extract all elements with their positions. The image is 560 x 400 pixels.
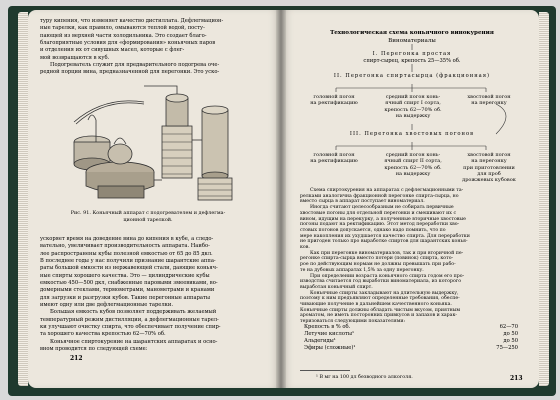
property-value: 75—250 [496, 345, 518, 351]
text-line: не пригоден только про выработке спиртов для шарантских конья- [300, 239, 468, 245]
text-line: Как при перегонке виноматериалов, так и при вторичной пе- [310, 250, 464, 256]
caption-line: Рис. 91. Коньячный аппарат с подогревателем и дефлегма- [70, 210, 226, 216]
text-line: Иногда считают целесообразным не собирать первичные [310, 205, 454, 211]
stage-1 [300, 51, 524, 64]
page-edges-right [539, 12, 549, 386]
text-line: и отделения их от сивушных масел, которые с флег- [40, 47, 185, 54]
property-row [304, 338, 518, 345]
scheme-subtitle: Виноматериалы [388, 37, 436, 44]
text-line: Коньячное спиртокурение на шарантских аппаратах и осно- [50, 338, 218, 345]
caption-line: ционной тарелкой. [123, 216, 173, 223]
property-label: Крепость в % об. [304, 324, 351, 330]
stage-3 [300, 131, 524, 138]
stage-2-right-box [456, 94, 522, 107]
spine-shadow [276, 10, 286, 388]
text-line: Коньячные спирты закладывают на длительную выдержку, [310, 290, 459, 296]
box-line: на выдержку [395, 170, 431, 177]
property-label: Эфиры (сложные)¹ [304, 345, 356, 351]
text-line: В последнее годы у нас получили признание шарантские аппа- [40, 258, 216, 265]
text-line: ароматом, не иметь посторонних привкусов и запахов и харак- [300, 313, 457, 319]
box-line: для проб [477, 170, 501, 177]
scheme-title [296, 30, 528, 45]
box-line: на выдержку [395, 112, 431, 119]
box-line: на ректификацию [310, 158, 358, 165]
text-line: мой возвращаются в куб. [40, 54, 110, 61]
text-line: Коньячные спирты должны обладать чистым вкусом, приятным [300, 307, 461, 313]
text-line: имеют одну или две дефлегмационные тарелки. [40, 302, 173, 309]
text-line: Подогреватель служит для предварительного подогрева оче- [50, 62, 220, 69]
text-line: вином, идущим на перекурку, а полученные вторичные хвостовые [300, 216, 466, 222]
text-line: туру кипения, что изменяет качество дистиллата. Дефлегмацион- [40, 18, 224, 24]
property-row [304, 345, 518, 352]
text-line: чивающие получение в дальнейшем качественного коньяка. [300, 302, 452, 308]
box-line: хвостовой погон [467, 152, 511, 158]
text-line: хвостовые погоны для отдельной перегонки и смешивают их с [300, 210, 457, 216]
stage-3-right-box [456, 152, 522, 183]
box-line: на перегонку [471, 158, 507, 165]
text-line: редной порции вина, предназначенной для перегонки. Это уско- [40, 69, 220, 76]
property-row [304, 324, 518, 331]
box-line: средний погон конь- [385, 152, 441, 158]
left-body-paragraph [40, 236, 256, 354]
text-line: рое по действующим нормам не должны превышать при рабо- [300, 262, 456, 268]
text-line: благоприятные условия для «формирования» коньячных паров [40, 40, 216, 47]
text-line: релками аналогична фракционной перегонке спирта-сырца, но [300, 193, 459, 199]
right-body-text [300, 188, 522, 325]
page-edges-left [18, 12, 28, 386]
text-line: вном проводится по следующей схеме: [40, 346, 148, 353]
box-line: при приготовлении [463, 164, 515, 171]
box-line: хвостовой погон [467, 94, 511, 100]
text-line: те на дубовых аппаратах 1,5% за одну перегонку. [300, 267, 424, 273]
box-line: головной погон [313, 152, 355, 158]
footnote-rule [300, 370, 350, 371]
text-line: емкостью 450—500 дкл, снабженные паровыми змеевиками, во- [40, 280, 218, 287]
text-line: ков. [300, 245, 310, 251]
text-line: мере накопления их ухудшается качество спирта. Для переработки [300, 233, 470, 239]
stage-3-left-box [300, 152, 368, 165]
stage-2-mid-box [374, 94, 452, 119]
text-line: погоны подают на ректификацию. Этот метод переработки хво- [300, 222, 460, 228]
box-line: крепость 62—70% об. [384, 164, 442, 171]
stage-1-subtitle: спирт-сырец, крепость 25—35% об. [363, 57, 461, 64]
stage-2 [300, 73, 524, 80]
text-line: температурный режим дистилляции, а дефлегмационные тарел- [40, 316, 219, 323]
scheme-title-text: Технологическая схема коньячного винокурения [330, 30, 494, 36]
text-line: стовых погонов допускается, однако надо помнить, что по [300, 227, 446, 233]
text-line: раты большой емкости из нержавеющей стали, дающие коньяч- [40, 265, 218, 272]
text-line: Большая емкость кубов позволяет поддерживать желаемый [50, 309, 217, 316]
text-line: ные спирты хорошего качества. Это — цилиндрические кубы [40, 272, 210, 279]
text-line: домерными стеклами, термометрами, манометрами и кранами [40, 287, 215, 294]
stage-3-mid-box [374, 152, 452, 177]
box-line: на перегонку [471, 100, 507, 107]
property-value: 62—70 [499, 324, 518, 330]
text-line: лее распространены кубы полезной емкостью от 65 до 85 дкл. [40, 250, 213, 257]
property-label: Летучие кислоты¹ [304, 331, 355, 337]
figure-caption [40, 210, 256, 224]
box-line: ячный спирт II сорта, [384, 158, 442, 165]
stage-3-title: III. Перегонка хвостовых погонов [349, 131, 475, 137]
box-line: средний погон конь- [385, 94, 441, 100]
text-line: поэтому к ним предъявляют определенные требования, обеспе- [300, 296, 460, 302]
stage-1-title: I. Перегонка простая [372, 51, 452, 57]
properties-table [304, 324, 518, 352]
stage-2-left-box [300, 94, 368, 107]
box-line: крепость 62—70% об. [384, 106, 442, 113]
text-line: вательно, увеличивает производительность аппарата. Наибо- [40, 243, 210, 250]
text-line: ные тарелки, как правило, омываются теплой водой, посту- [40, 25, 205, 32]
text-line: изводства считается год выработки виноматериала, из которого [300, 279, 462, 285]
box-line: дрожжевых кубовок [462, 177, 516, 184]
box-line: ячный спирт I сорта, [385, 100, 441, 107]
footnote: ¹ В мг на 100 дл безводного алкоголя. [316, 375, 413, 380]
text-line: ускоряет время на доведение вина до кипения в кубе, а следо- [40, 236, 214, 242]
text-line: вместо сырца в аппарат поступает виноматериал. [300, 199, 425, 205]
text-line: выработан коньячный спирт. [300, 284, 373, 290]
text-line: теризоваться следующими показателями: [300, 319, 406, 325]
box-line: на ректификацию [310, 100, 358, 107]
text-line: пающей из верхней части холодильника. Это создает благо- [40, 32, 207, 39]
stage-2-title: II. Перегонка спиртасырца (фракционная) [333, 73, 491, 79]
property-value: до 50 [503, 338, 518, 344]
left-page-number: 212 [70, 355, 83, 362]
apparatus-illustration [58, 80, 244, 206]
left-top-paragraph [40, 18, 256, 77]
text-line: При определении возраста коньячного спирта годом его про- [310, 273, 465, 279]
right-page-number: 213 [510, 375, 523, 382]
property-row [304, 331, 518, 338]
text-line: Схема спиртокурения на аппаратах с дефлегмационными та- [310, 188, 464, 193]
text-line: для загрузки и разгрузки кубов. Такие перегонные аппараты [40, 294, 210, 301]
text-line: ки улучшают очистку спирта, что обеспечивает получение спир- [40, 324, 221, 331]
text-line: регонке спирта-сырца вместо потери (повинок) спирта, кото- [300, 256, 454, 262]
box-line: головной погон [313, 94, 355, 100]
property-label: Альдегиды¹ [304, 338, 336, 344]
text-line: та хорошего качества крепостью 62—70% об. [40, 331, 166, 338]
property-value: до 50 [503, 331, 518, 337]
